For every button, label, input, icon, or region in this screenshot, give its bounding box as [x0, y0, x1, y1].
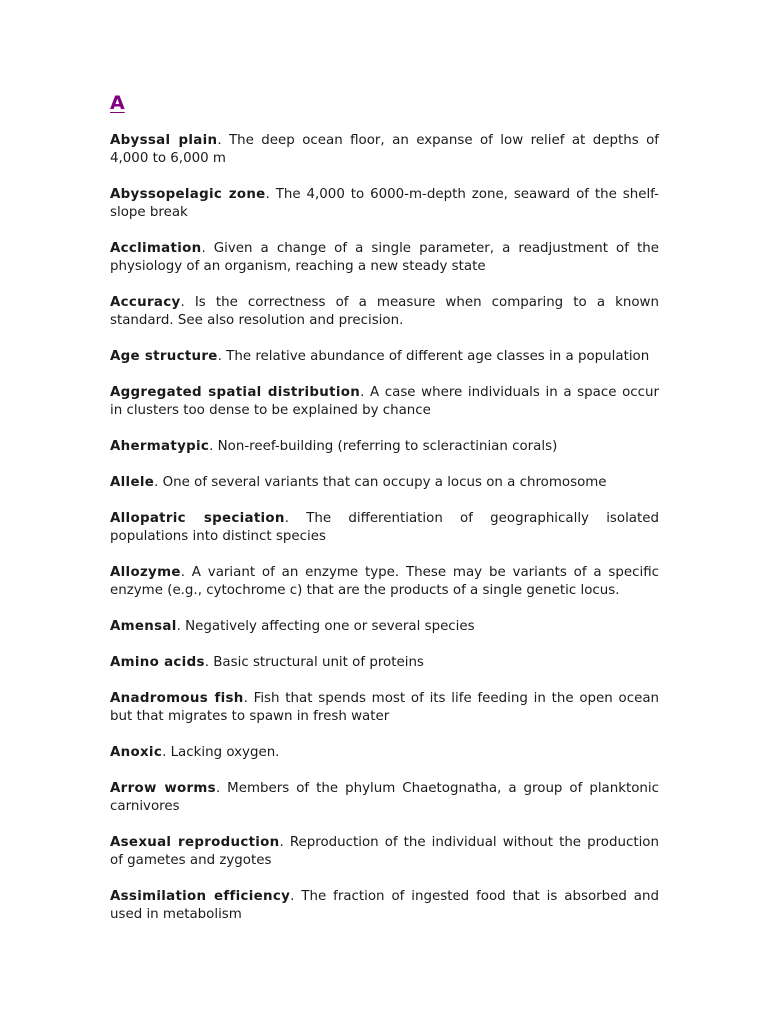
- glossary-definition: . Lacking oxygen.: [162, 745, 280, 760]
- glossary-entry: [110, 834, 659, 870]
- glossary-term: Arrow worms: [110, 781, 216, 796]
- glossary-term: Accuracy: [110, 295, 181, 310]
- glossary-term: Amino acids: [110, 655, 205, 670]
- glossary-definition: . One of several variants that can occupy a locus on a chromosome: [154, 475, 607, 490]
- glossary-entry: [110, 240, 659, 276]
- glossary-definition: . The differentiation of geographically isolated populations into distinct species: [110, 511, 659, 544]
- glossary-entry-list: [110, 132, 659, 924]
- glossary-term: Age structure: [110, 349, 218, 364]
- glossary-term: Acclimation: [110, 241, 202, 256]
- glossary-term: Anadromous fish: [110, 691, 244, 706]
- glossary-entry: [110, 384, 659, 420]
- glossary-entry: [110, 474, 659, 492]
- glossary-term: Asexual reproduction: [110, 835, 280, 850]
- glossary-definition: . Members of the phylum Chaetognatha, a group of planktonic carnivores: [110, 781, 659, 814]
- glossary-page: [110, 91, 659, 942]
- glossary-entry: [110, 780, 659, 816]
- glossary-entry: [110, 348, 659, 366]
- glossary-entry: [110, 438, 659, 456]
- glossary-definition: . Given a change of a single parameter, a readjustment of the physiology of an organism, reaching a new steady state: [110, 241, 659, 274]
- glossary-definition: . Non-reef-building (referring to scleractinian corals): [209, 439, 558, 454]
- glossary-entry: [110, 744, 659, 762]
- glossary-definition: . The deep ocean floor, an expanse of low relief at depths of 4,000 to 6,000 m: [110, 133, 659, 166]
- glossary-entry: [110, 132, 659, 168]
- glossary-entry: [110, 690, 659, 726]
- glossary-definition: . The 4,000 to 6000-m-depth zone, seaward of the shelf-slope break: [110, 187, 659, 220]
- glossary-entry: [110, 618, 659, 636]
- section-letter-heading: A: [110, 92, 125, 114]
- glossary-term: Aggregated spatial distribution: [110, 385, 361, 400]
- glossary-definition: . A variant of an enzyme type. These may be variants of a specific enzyme (e.g., cytochrome c) that are the products of a single genetic locus.: [110, 565, 659, 598]
- glossary-term: Anoxic: [110, 745, 163, 760]
- glossary-term: Assimilation efficiency: [110, 889, 291, 904]
- glossary-term: Allozyme: [110, 565, 181, 580]
- glossary-term: Amensal: [110, 619, 177, 634]
- glossary-definition: . A case where individuals in a space occur in clusters too dense to be explained by chance: [110, 385, 659, 418]
- glossary-definition: . Negatively affecting one or several species: [176, 619, 475, 634]
- glossary-entry: [110, 510, 659, 546]
- glossary-definition: . Is the correctness of a measure when comparing to a known standard. See also resolution and precision.: [110, 295, 659, 328]
- glossary-entry: [110, 294, 659, 330]
- glossary-entry: [110, 186, 659, 222]
- glossary-term: Ahermatypic: [110, 439, 210, 454]
- glossary-definition: . Fish that spends most of its life feeding in the open ocean but that migrates to spawn in fresh water: [110, 691, 660, 724]
- glossary-term: Abyssal plain: [110, 133, 218, 148]
- glossary-term: Abyssopelagic zone: [110, 187, 266, 202]
- glossary-entry: [110, 564, 659, 600]
- glossary-entry: [110, 888, 659, 924]
- glossary-definition: . The fraction of ingested food that is absorbed and used in metabolism: [110, 889, 660, 922]
- glossary-definition: . Basic structural unit of proteins: [204, 655, 424, 670]
- glossary-term: Allele: [110, 475, 155, 490]
- glossary-definition: . Reproduction of the individual without the production of gametes and zygotes: [110, 835, 659, 868]
- glossary-entry: [110, 654, 659, 672]
- glossary-term: Allopatric speciation: [110, 511, 285, 526]
- glossary-definition: . The relative abundance of different age classes in a population: [217, 349, 650, 364]
